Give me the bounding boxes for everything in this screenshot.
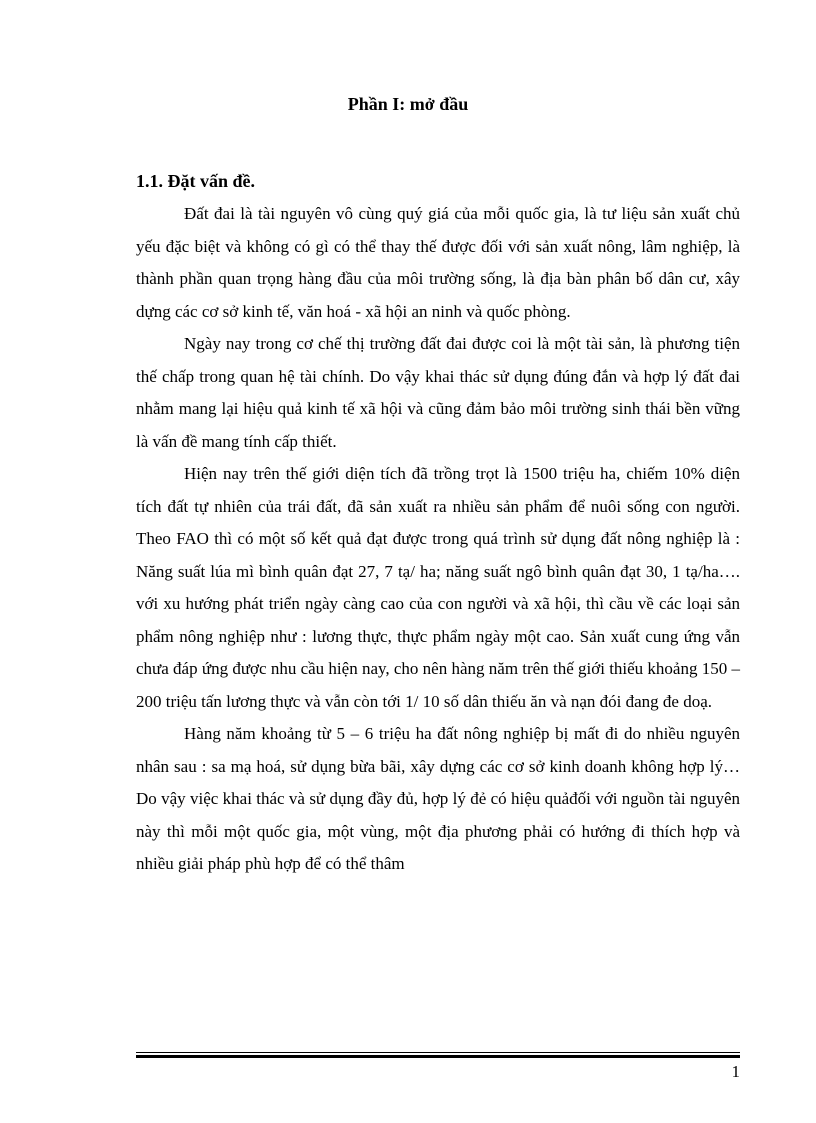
- body-text: [136, 198, 740, 881]
- page-number: 1: [731, 1062, 740, 1081]
- paragraph: Ngày nay trong cơ chế thị trường đất đai được coi là một tài sản, là phương tiện thế chấp trong quan hệ tài chính. Do vậy khai thác sử dụng đúng đắn và hợp lý đất đai nhằm mang lại hiệu quả kinh tế xã hội và cũng đảm bảo môi trường sinh thái bền vững là vấn đề mang tính cấp thiết.: [136, 334, 740, 451]
- page-title: Phần I: mở đầu: [347, 94, 469, 114]
- paragraph: Hàng năm khoảng từ 5 – 6 triệu ha đất nông nghiệp bị mất đi do nhiều nguyên nhân sau : sa mạ hoá, sử dụng bừa bãi, xây dựng các cơ sở kinh doanh không hợp lý…Do vậy việc khai thác và sử dụng đầy đủ, hợp lý đẻ có hiệu quảđối với nguồn tài nguyên này thì mỗi một quốc gia, một vùng, một địa phương phải có hướng đi thích hợp và nhiều giải pháp phù hợp để có thể thâm: [136, 724, 740, 873]
- section-heading: 1.1. Đặt vấn đề.: [136, 171, 256, 191]
- footer-divider: [136, 1052, 740, 1053]
- paragraph: Hiện nay trên thế giới diện tích đã trồng trọt là 1500 triệu ha, chiếm 10% diện tích đất tự nhiên của trái đất, đã sản xuất ra nhiều sản phẩm để nuôi sống con người. Theo FAO thì có một số kết quả đạt được trong quá trình sử dụng đất nông nghiệp là : Năng suất lúa mì bình quân đạt 27, 7 tạ/ ha; năng suất ngô bình quân đạt 30, 1 tạ/ha…. với xu hướng phát triển ngày càng cao của con người và xã hội, thì cầu về các loại sản phẩm nông nghiệp như : lương thực, thực phẩm ngày một cao. Sản xuất cung ứng vẫn chưa đáp ứng được nhu cầu hiện nay, cho nên hàng năm trên thế giới thiếu khoảng 150 – 200 triệu tấn lương thực và vẫn còn tới 1/ 10 số dân thiếu ăn và nạn đói đang đe doạ.: [136, 464, 740, 711]
- footer-divider-thick: [136, 1055, 740, 1058]
- paragraph: Đất đai là tài nguyên vô cùng quý giá của mỗi quốc gia, là tư liệu sản xuất chủ yếu đặc biệt và không có gì có thể thay thế được đối với sản xuất nông, lâm nghiệp, là thành phần quan trọng hàng đầu của môi trường sống, là địa bàn phân bố dân cư, xây dựng các cơ sở kinh tế, văn hoá - xã hội an ninh và quốc phòng.: [136, 204, 740, 321]
